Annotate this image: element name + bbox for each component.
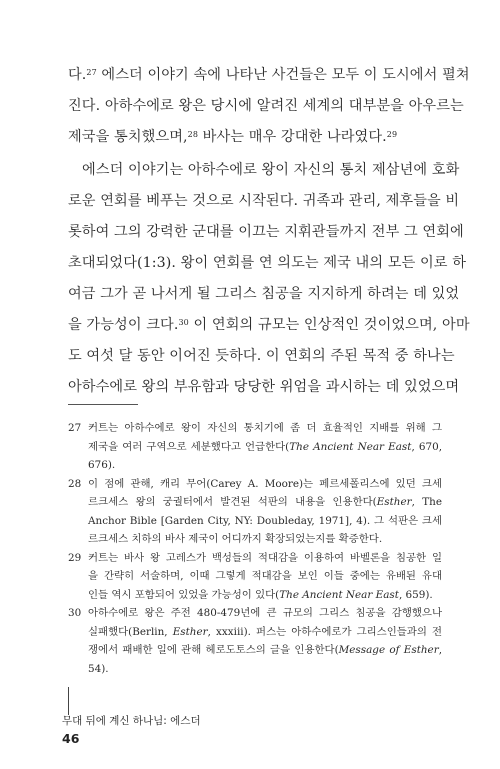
- footnote-line: [88, 438, 442, 457]
- text-run: 바사는 매우 강대한 나라였다.: [198, 129, 387, 145]
- footnote-line: [88, 512, 442, 531]
- book-title: Message of Esther: [338, 644, 439, 656]
- paragraph-2: [68, 155, 470, 403]
- text-run: 커트는 아하수에로 왕이 자신의 통치기에 좀 더 효율적인 지배를 위해 그: [88, 422, 442, 434]
- footnote-line: [88, 623, 442, 642]
- running-title: 무대 뒤에 계신 하나님: 에스더: [62, 715, 201, 727]
- text-run: 쟁에서 패배한 일에 관해 헤로도토스의 글을 인용한다(: [88, 644, 339, 656]
- footnote-line: [88, 567, 442, 586]
- footnote-text: [88, 475, 442, 549]
- footnote-line: [88, 456, 442, 475]
- text-run: 아하수에로 왕은 주전 480-479년에 큰 규모의 그리스 침공을 감행했으나: [88, 607, 442, 619]
- footnote: [68, 604, 442, 678]
- book-title: The Ancient Near East: [289, 440, 412, 453]
- footnote-number: 30: [68, 607, 82, 619]
- text-run: 커트는 바사 왕 고레스가 백성들의 적대감을 이용하여 바벨론을 침공한 일: [88, 551, 442, 564]
- footnote: [68, 549, 442, 605]
- text-run: 을 간략히 서술하며, 이때 그렇게 적대감을 보인 이들 중에는 유배된 유대: [88, 570, 442, 582]
- footnote-number: 27: [68, 422, 82, 434]
- text-run: 다.: [68, 67, 87, 83]
- text-line: [68, 60, 470, 91]
- text-run: Anchor Bible [Garden City, NY: Doubleday, 1971], 4). 그 석판은 크세: [88, 514, 442, 527]
- footnote-reference: 30: [178, 318, 189, 327]
- text-line: 초대되었다(1:3). 왕이 연회를 연 의도는 제국 내의 모든 이로 하: [68, 255, 467, 271]
- footnote-text: [88, 549, 442, 605]
- footnote: [68, 475, 442, 549]
- text-line: 에스더 이야기는 아하수에로 왕이 자신의 통치 제삼년에 호화: [82, 162, 460, 178]
- main-text: [68, 60, 470, 403]
- text-run: , The: [411, 496, 442, 508]
- text-run: 54).: [88, 662, 109, 675]
- footnote-line: [88, 493, 442, 512]
- text-run: 에스더 이야기 속에 나타난 사건들은 모두 이 도시에서 펼쳐: [96, 67, 470, 83]
- text-line: [68, 122, 440, 153]
- text-line: 아하수에로 왕의 부유함과 당당한 위엄을 과시하는 데 있었으며: [68, 379, 460, 395]
- footnote-line: [88, 419, 442, 438]
- text-line: 롯하여 그의 강력한 군대를 이끄는 지휘관들까지 전부 그 연회에: [68, 224, 464, 240]
- text-run: 을 가능성이 크다.: [68, 317, 179, 333]
- footnote-number: 29: [68, 551, 82, 564]
- footnote-text: [88, 419, 442, 475]
- text-run: 실패했다(Berlin,: [88, 625, 173, 638]
- text-run: 676).: [88, 459, 116, 471]
- text-run: 제국을 여러 구역으로 세분했다고 언급한다(: [88, 440, 290, 453]
- text-line: [68, 310, 470, 341]
- footnote-line: [88, 586, 442, 605]
- footnote-line: [88, 641, 442, 660]
- footnote-line: [88, 549, 442, 568]
- footnote-reference: 28: [187, 130, 199, 139]
- footnote-line: [88, 475, 442, 494]
- footnote-line: [88, 530, 442, 549]
- text-run: , xxxiii). 퍼스는 아하수에로가 그리스인들과의 전: [207, 625, 443, 638]
- book-title: Esther: [172, 625, 208, 638]
- text-line: 여금 그가 곧 나서게 될 그리스 침공을 지지하게 하려는 데 있었: [68, 286, 460, 302]
- text-line: [68, 91, 464, 122]
- text-run: 제국을 통치했으며,: [68, 129, 188, 145]
- text-run: 르크세스 왕의 궁궐터에서 발견된 석판의 내용을 인용한다(: [88, 496, 377, 508]
- text-run: ,: [438, 644, 442, 656]
- text-line: 로운 연회를 베푸는 것으로 시작된다. 귀족과 관리, 제후들을 비: [68, 193, 460, 209]
- text-run: 르크세스 치하의 바사 제국이 어디까지 확장되었는지를 확증한다.: [88, 533, 383, 545]
- text-run: , 659).: [398, 588, 433, 601]
- text-run: 진다. 아하수에로 왕은 당시에 알려진 세계의 대부분을 아우르는: [68, 98, 464, 114]
- footnote-number: 28: [68, 477, 82, 490]
- page-number: 46: [62, 731, 80, 746]
- footnote-text: [88, 604, 442, 678]
- text-run: 인들 역시 포함되어 있었을 가능성이 있다(: [88, 588, 280, 601]
- footnote-separator: [68, 404, 138, 405]
- footer-rule: [68, 687, 69, 715]
- footnotes: [68, 419, 442, 678]
- text-run: 이 연회의 규모는 인상적인 것이었으며, 아마: [188, 317, 470, 333]
- book-title: Esther: [376, 496, 412, 508]
- book-title: The Ancient Near East: [279, 588, 399, 601]
- footnote: [68, 419, 442, 475]
- footnote-reference: 29: [386, 130, 398, 139]
- text-run: , 670,: [411, 440, 443, 453]
- footnote-line: [88, 660, 442, 679]
- text-line: 도 여섯 달 동안 이어진 듯하다. 이 연회의 주된 목적 중 하나는: [68, 348, 455, 364]
- footnote-line: [88, 604, 442, 623]
- text-run: 이 점에 관해, 캐리 무어(Carey A. Moore)는 페르세폴리스에 있던 크세: [88, 477, 442, 490]
- paragraph-1: [68, 60, 470, 153]
- footnote-reference: 27: [86, 68, 97, 77]
